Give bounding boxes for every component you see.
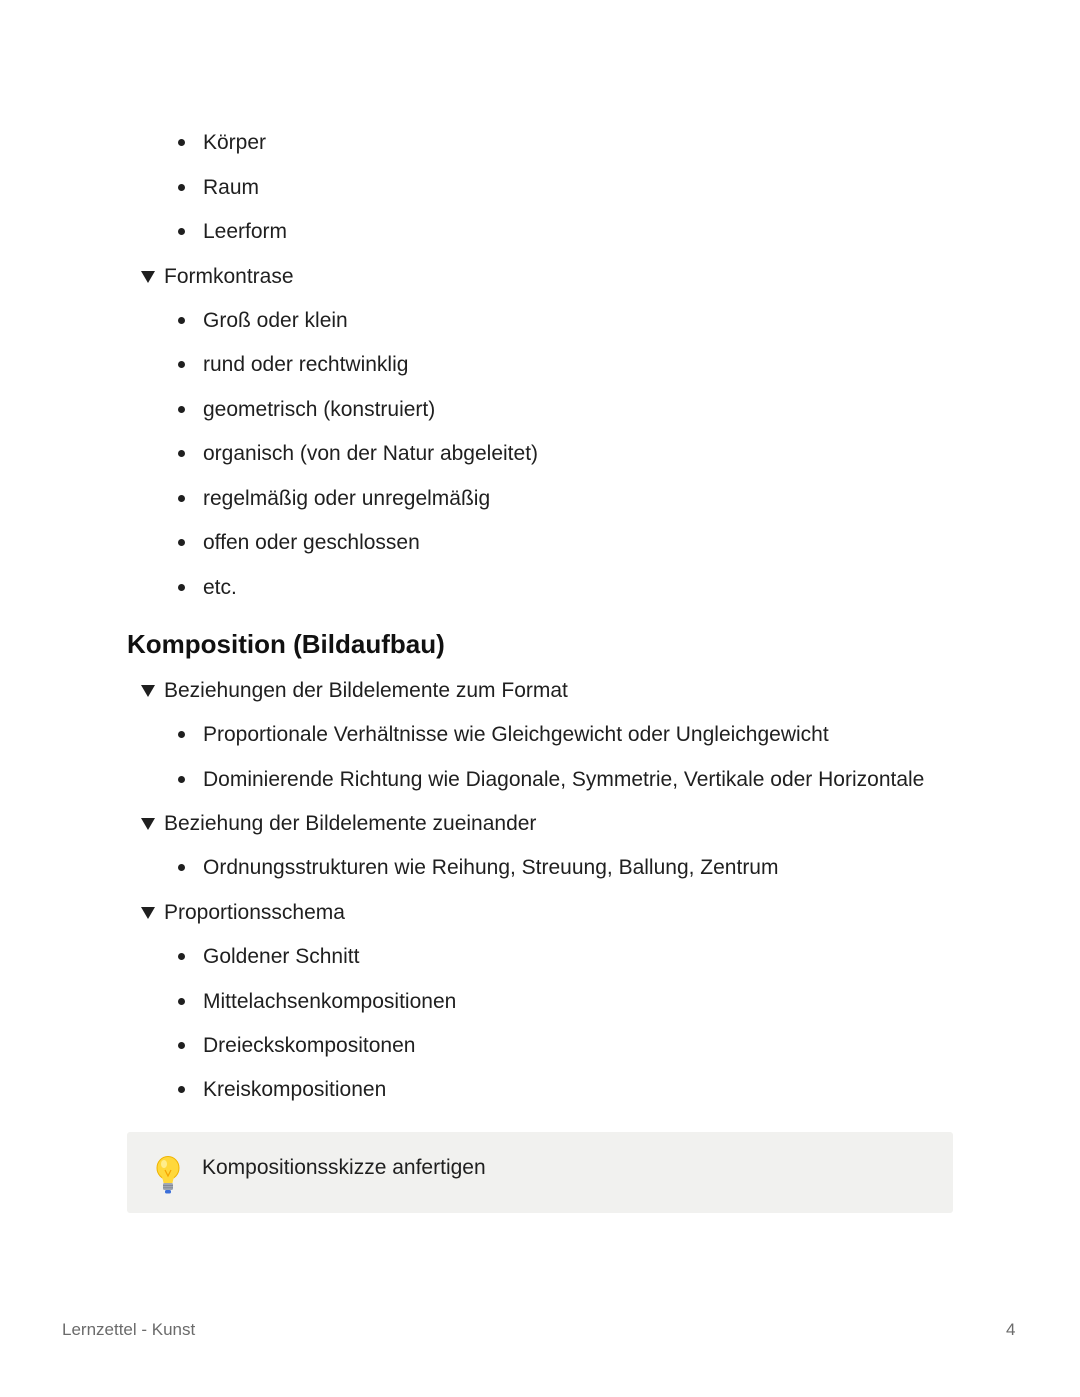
bullet-icon xyxy=(178,361,185,368)
bullet-icon xyxy=(178,495,185,502)
bullet-icon xyxy=(178,776,185,783)
callout-box xyxy=(127,1132,953,1213)
lightbulb-icon xyxy=(153,1156,183,1196)
bullet-icon xyxy=(178,450,185,457)
bullet-icon xyxy=(178,406,185,413)
section-heading: Komposition (Bildaufbau) xyxy=(127,629,445,659)
footer-document-title: Lernzettel - Kunst xyxy=(62,1320,196,1339)
toggle-triangle-icon[interactable] xyxy=(141,271,155,283)
bullet-icon xyxy=(178,1042,185,1049)
bullet-icon xyxy=(178,539,185,546)
bullet-icon xyxy=(178,584,185,591)
bullet-icon xyxy=(178,228,185,235)
bullet-icon xyxy=(178,184,185,191)
bullet-icon xyxy=(178,953,185,960)
bullet-icon xyxy=(178,317,185,324)
page-number: 4 xyxy=(1006,1320,1016,1339)
bullet-icon xyxy=(178,139,185,146)
bullet-icon xyxy=(178,864,185,871)
bullet-icon xyxy=(178,998,185,1005)
bullet-icon xyxy=(178,731,185,738)
toggle-triangle-icon[interactable] xyxy=(141,818,155,830)
toggle-triangle-icon[interactable] xyxy=(141,685,155,697)
toggle-triangle-icon[interactable] xyxy=(141,907,155,919)
bullet-icon xyxy=(178,1086,185,1093)
callout-text: Kompositionsskizze anfertigen xyxy=(202,1156,486,1179)
